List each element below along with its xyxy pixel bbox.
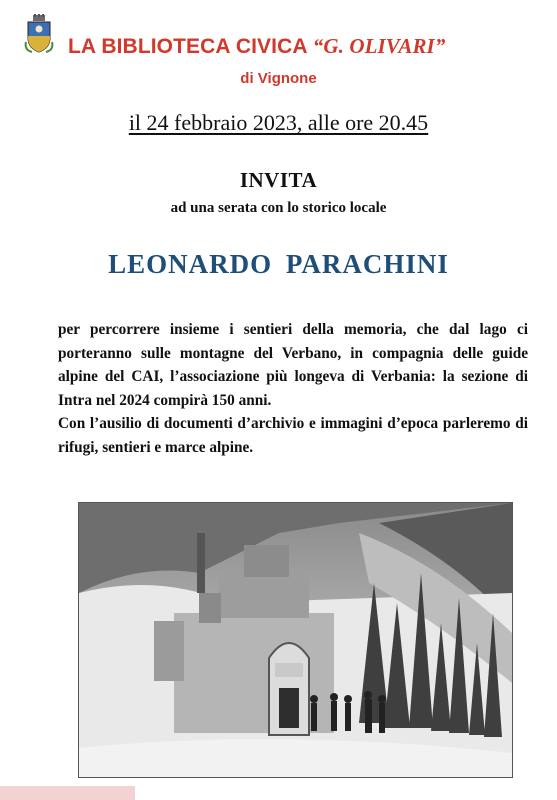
- event-body-text: [58, 318, 528, 459]
- historical-photo: [78, 502, 513, 778]
- body-paragraph-1: per percorrere insieme i sentieri della memoria, che dal lago ci porteranno sulle montagne del Verbano, in compagnia delle guide alpine del CAI, l’associazione più longeva di Verbania: la sezione di Intra nel 2024 compirà 150 anni.: [58, 321, 528, 409]
- event-description: ad una serata con lo storico locale: [170, 200, 387, 216]
- library-location: di Vignone: [240, 70, 317, 87]
- decorative-footer-strip: [0, 786, 135, 800]
- body-paragraph-2: Con l’ausilio di documenti d’archivio e immagini d’epoca parleremo di rifugi, sentieri e marce alpine.: [58, 415, 528, 456]
- library-title-prefix: LA BIBLIOTECA CIVICA: [68, 35, 313, 58]
- library-title: [68, 34, 538, 59]
- invita-heading: INVITA: [239, 168, 318, 192]
- library-name: “G. OLIVARI”: [312, 34, 446, 58]
- municipal-crest-icon: [24, 14, 54, 54]
- mountain-refuge-photo-image: [79, 503, 512, 777]
- event-date: il 24 febbraio 2023, alle ore 20.45: [128, 110, 429, 135]
- speaker-name: LEONARDO PARACHINI: [108, 249, 449, 279]
